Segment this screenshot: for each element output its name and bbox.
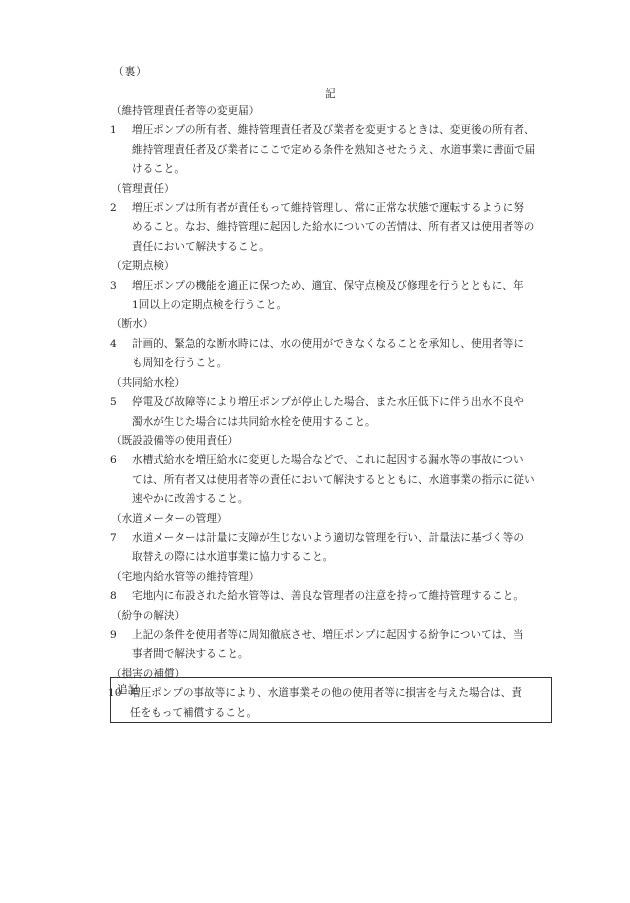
item-line: けること。 (132, 163, 185, 176)
section-heading: （定期点検） (111, 260, 175, 273)
item-line: 増圧ポンプの事故等により、水道事業その他の使用者等に損害を与えた場合は、責 (130, 687, 522, 700)
item-line: 増圧ポンプの機能を適正に保つため、適宜、保守点検及び修理を行うとともに、年 (132, 279, 524, 292)
list-item (108, 277, 578, 316)
item-line: 計画的、緊急的な断水時には、水の使用ができなくなることを承知し、使用者等に (132, 337, 524, 350)
item-number: 4 (110, 337, 117, 350)
item-line: 水槽式給水を増圧給水に変更した場合などで、これに起因する漏水等の事故につい (132, 454, 524, 467)
item-line: 責任において解決すること。 (132, 240, 270, 253)
section-heading: （損害の補償） (111, 667, 186, 680)
addendum-label: 追記 (117, 684, 139, 696)
item-line: 濁水が生じた場合には共同給水栓を使用すること。 (132, 415, 376, 428)
item-text (131, 587, 578, 606)
item-line: も周知を行うこと。 (132, 357, 228, 370)
item-number: 2 (110, 202, 117, 215)
item-line: 1回以上の定期点検を行うこと。 (132, 299, 288, 312)
item-number: 9 (110, 628, 117, 641)
item-text (131, 335, 578, 374)
section-heading: （水道メーターの管理） (111, 512, 228, 525)
item-line: 宅地内に布設された給水管等は、善良な管理者の注意を持って維持管理すること。 (132, 590, 524, 603)
conditions-list (108, 102, 578, 723)
section-heading: （管理責任） (111, 182, 175, 195)
section-heading: （既設設備等の使用責任） (111, 434, 239, 447)
list-item (108, 529, 578, 568)
ki-heading: 記 (325, 88, 336, 100)
list-item (108, 587, 578, 606)
item-line: めること。なお、維持管理に起因した給水についての苦情は、所有者又は使用者等の (132, 221, 535, 234)
item-line: 取替えの際には水道事業に協力すること。 (132, 551, 334, 564)
addendum-box (110, 677, 552, 723)
section-heading: （宅地内給水管等の維持管理） (111, 570, 260, 583)
item-number: 5 (110, 396, 117, 409)
section-heading: （共同給水栓） (111, 376, 186, 389)
item-number: 10 (108, 687, 122, 700)
item-text (131, 277, 578, 316)
item-line: 増圧ポンプは所有者が責任もって維持管理し、常に正常な状態で運転するように努 (132, 202, 524, 215)
item-line: 任をもって補償すること。 (130, 706, 258, 719)
item-line: 速やかに改善すること。 (132, 493, 249, 506)
item-text (131, 121, 578, 179)
item-number: 7 (110, 531, 117, 544)
item-line: 事者間で解決すること。 (132, 648, 249, 661)
item-line: 上記の条件を使用者等に周知徹底させ、増圧ポンプに起因する紛争については、当 (132, 628, 524, 641)
item-text (131, 626, 578, 665)
item-number: 8 (110, 590, 117, 603)
item-line: 維持管理責任者及び業者にここで定める条件を熟知させたうえ、水道事業に書面で届 (132, 143, 536, 156)
item-text (131, 393, 578, 432)
list-item (108, 199, 578, 257)
item-line: 停電及び故障等により増圧ポンプが停止した場合、また水圧低下に伴う出水不良や (132, 396, 524, 409)
item-line: 増圧ポンプの所有者、維持管理責任者及び業者を変更するときは、変更後の所有者、 (132, 124, 535, 137)
item-text (131, 199, 578, 257)
list-item (108, 451, 578, 509)
section-heading: （断水） (111, 318, 154, 331)
item-text (131, 529, 578, 568)
back-side-label: （裏） (113, 66, 148, 78)
item-line: 水道メーターは計量に支障が生じないよう適切な管理を行い、計量法に基づく等の (132, 531, 524, 544)
list-item (108, 121, 578, 179)
item-number: 3 (110, 279, 117, 292)
section-heading: （維持管理責任者等の変更届） (111, 105, 260, 117)
section-heading: （紛争の解決） (111, 609, 186, 622)
item-line: ては、所有者又は使用者等の責任において解決するとともに、水道事業の指示に従い (132, 473, 535, 486)
list-item (108, 393, 578, 432)
item-number: 1 (110, 124, 117, 137)
list-item (108, 626, 578, 665)
list-item (108, 335, 578, 374)
item-text (131, 451, 578, 509)
item-number: 6 (110, 454, 117, 467)
